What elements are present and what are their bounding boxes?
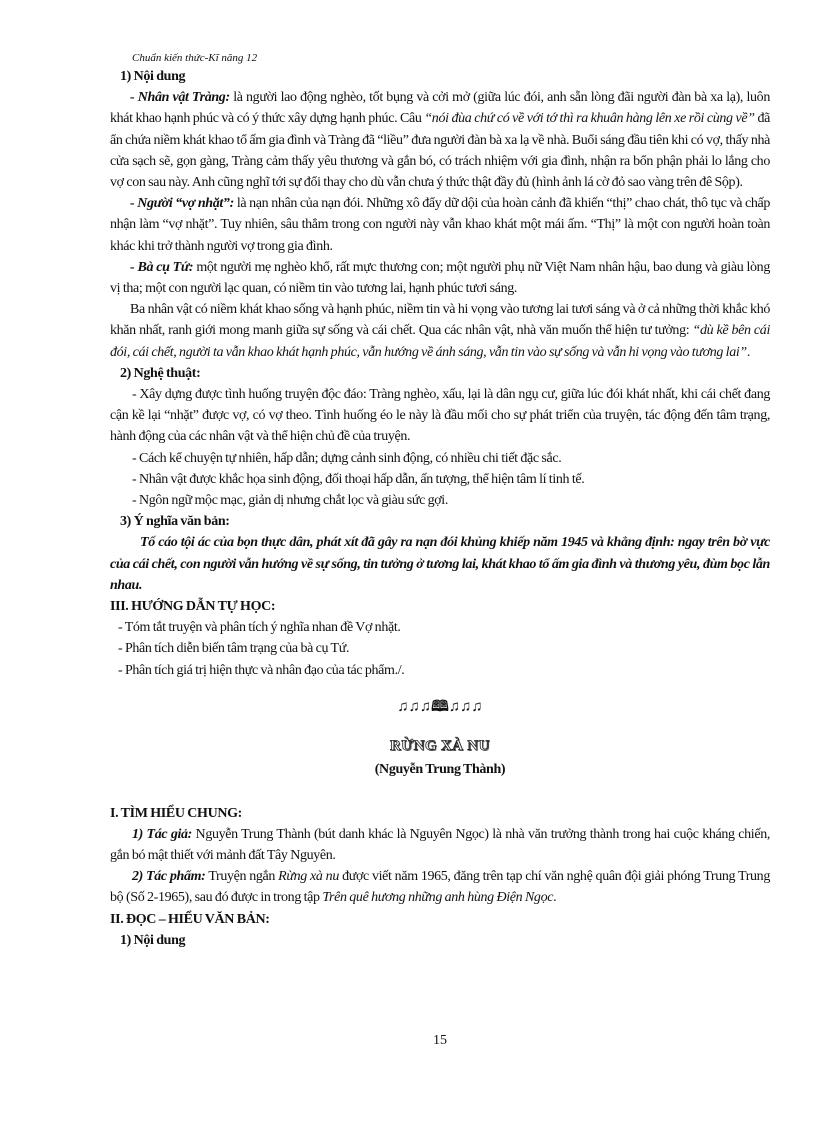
collection-title: Trên quê hương những anh hùng Điện Ngọc	[322, 890, 554, 906]
art-item-3: - Nhân vật được khắc họa sinh động, đối thoại hấp dẫn, ấn tượng, thể hiện tâm lí tinh tế.	[132, 471, 585, 487]
guide-item-2: - Phân tích diễn biến tâm trạng của bà cụ Tứ.	[118, 641, 350, 657]
text-tac-pham-1: Truyện ngắn	[205, 869, 279, 885]
heading-doc-hieu: II. ĐỌC – HIỂU VĂN BẢN:	[110, 911, 270, 927]
label-trang: - Nhân vật Tràng:	[130, 90, 230, 106]
running-header: Chuẩn kiến thức-Kĩ năng 12	[132, 52, 258, 64]
paragraph-ba-nhan-vat	[110, 299, 770, 363]
text-tac-pham-3: .	[553, 890, 557, 906]
paragraph-ba-cu-tu	[110, 257, 770, 299]
art-item-1: - Xây dựng được tình huống truyện độc đáo: Tràng nghèo, xấu, lại là dân ngụ cư, giữa lúc đói khát nhất, khi cái chết đang cận kề lại “nhặt” được vợ, có vợ theo. Tình huống éo le này là đầu mối cho sự phát triển của truyện, tác động đến tâm trạng, hành động của các nhân vật và thể hiện chủ đề của truyện.	[110, 387, 770, 445]
work-title: Rừng xà nu	[278, 869, 339, 885]
section-author: (Nguyễn Trung Thành)	[374, 762, 506, 778]
text-ba-cu-tu: một người mẹ nghèo khổ, rất mực thương con; một người phụ nữ Việt Nam nhân hậu, bao dung và giàu lòng vị tha; một con người lạc quan, có niềm tin vào tương lai, hạnh phúc tươi sáng.	[110, 259, 770, 297]
paragraph-tac-pham	[110, 866, 770, 908]
heading-noi-dung: 1) Nội dung	[120, 69, 186, 84]
text-tac-gia: Nguyễn Trung Thành (bút danh khác là Nguyên Ngọc) là nhà văn trưởng thành trong hai cuộc kháng chiến, gắn bó mật thiết với mảnh đất Tây Nguyên.	[110, 826, 770, 863]
y-nghia-text: Tố cáo tội ác của bọn thực dân, phát xít đã gây ra nạn đói khủng khiếp năm 1945 và khẳng định: ngay trên bờ vực của cái chết, con người vẫn hướng về sự sống, tin tưởng ở tương lai, khát khao tổ ấm gia đình và thương yêu, đùm bọc lẫn nhau.	[110, 535, 770, 593]
text-trang-2: đã ẩn chứa niềm khát khao tổ ấm gia đình và Tràng đã “liều” đưa người đàn bà xa lạ về nhà. Buổi sáng đầu tiên khi có vợ, thấy nhà cửa sạch sẽ, gọn gàng, Tràng cảm thấy yêu thương và gắn bó, có trách nhiệm với gia đình, nhận ra bổn phận phải lo lắng cho vợ con sau này. Anh cũng nghĩ tới sự đổi thay cho dù vẫn chưa ý thức thật đầy đủ (hình ảnh lá cờ đỏ sao vàng trên đê Sộp).	[110, 111, 771, 191]
text-tac-pham-2: được viết năm 1965, đăng trên tạp chí văn nghệ quân đội giải phóng Trung Trung bộ (Số 2-1965), sau đó được in trong tập	[110, 869, 770, 906]
label-ba-cu-tu: - Bà cụ Tứ:	[130, 259, 194, 275]
label-tac-gia: 1) Tác giả:	[132, 826, 192, 842]
heading-tim-hieu-chung: I. TÌM HIỂU CHUNG:	[110, 805, 242, 821]
text-ba-nhan-vat-end: .	[746, 344, 750, 360]
quote-tu-tuong: “dù kề bên cái đói, cái chết, người ta vẫn khao khát hạnh phúc, vẫn hướng về ánh sáng, vẫn tin vào sự sống và vẫn hi vọng vào tương lai”	[110, 323, 770, 360]
guide-item-1: - Tóm tắt truyện và phân tích ý nghĩa nhan đề Vợ nhặt.	[118, 620, 401, 636]
heading-huong-dan: III. HƯỚNG DẪN TỰ HỌC:	[110, 599, 276, 615]
quote-trang: “nói đùa chứ có về với tớ thì ra khuân hàng lên xe rồi cùng về”	[424, 111, 755, 127]
paragraph-tac-gia	[110, 824, 770, 866]
paragraph-vo-nhat	[110, 193, 770, 257]
text-trang-1: là người lao động nghèo, tốt bụng và cởi mở (giữa lúc đói, anh sẵn lòng đãi người đàn bà xa lạ), luôn khát khao hạnh phúc và có ý thức xây dựng hạnh phúc. Câu	[110, 90, 770, 127]
label-tac-pham: 2) Tác phẩm:	[132, 869, 206, 885]
label-vo-nhat: - Người “vợ nhặt”:	[130, 196, 234, 212]
document-page	[110, 50, 771, 1048]
section-title: RỪNG XÀ NU	[389, 738, 491, 755]
heading-nghe-thuat: 2) Nghệ thuật:	[120, 365, 201, 381]
art-item-4: - Ngôn ngữ mộc mạc, giản dị nhưng chắt lọc và giàu sức gợi.	[132, 493, 448, 509]
heading-y-nghia: 3) Ý nghĩa văn bản:	[120, 514, 230, 530]
guide-item-3: - Phân tích giá trị hiện thực và nhân đạo của tác phẩm./.	[118, 662, 405, 678]
paragraph-trang	[110, 87, 770, 193]
text-ba-nhan-vat: Ba nhân vật có niềm khát khao sống và hạnh phúc, niềm tin và hi vọng vào tương lai tươi sáng và ở cả những thời khắc khó khăn nhất, ranh giới mong manh giữa sự sống và cái chết. Qua các nhân vật, nhà văn muốn thể hiện tư tưởng:	[110, 302, 770, 339]
heading-noi-dung-2: 1) Nội dung	[120, 932, 186, 948]
text-vo-nhat: là nạn nhân của nạn đói. Những xô đẩy dữ dội của hoàn cảnh đã khiến “thị” chao chát, thô tục và chấp nhận làm “vợ nhặt”. Tuy nhiên, sâu thẳm trong con người này vẫn khao khát một mái ấm. “Thị” là một con người hoàn toàn khác khi trở thành người vợ trong gia đình.	[110, 196, 770, 254]
art-item-2: - Cách kể chuyện tự nhiên, hấp dẫn; dựng cảnh sinh động, có nhiều chi tiết đặc sắc.	[132, 450, 562, 466]
page-number: 15	[433, 1033, 447, 1048]
music-notes-divider: ♫♫♫🕮♫♫♫	[397, 698, 483, 715]
